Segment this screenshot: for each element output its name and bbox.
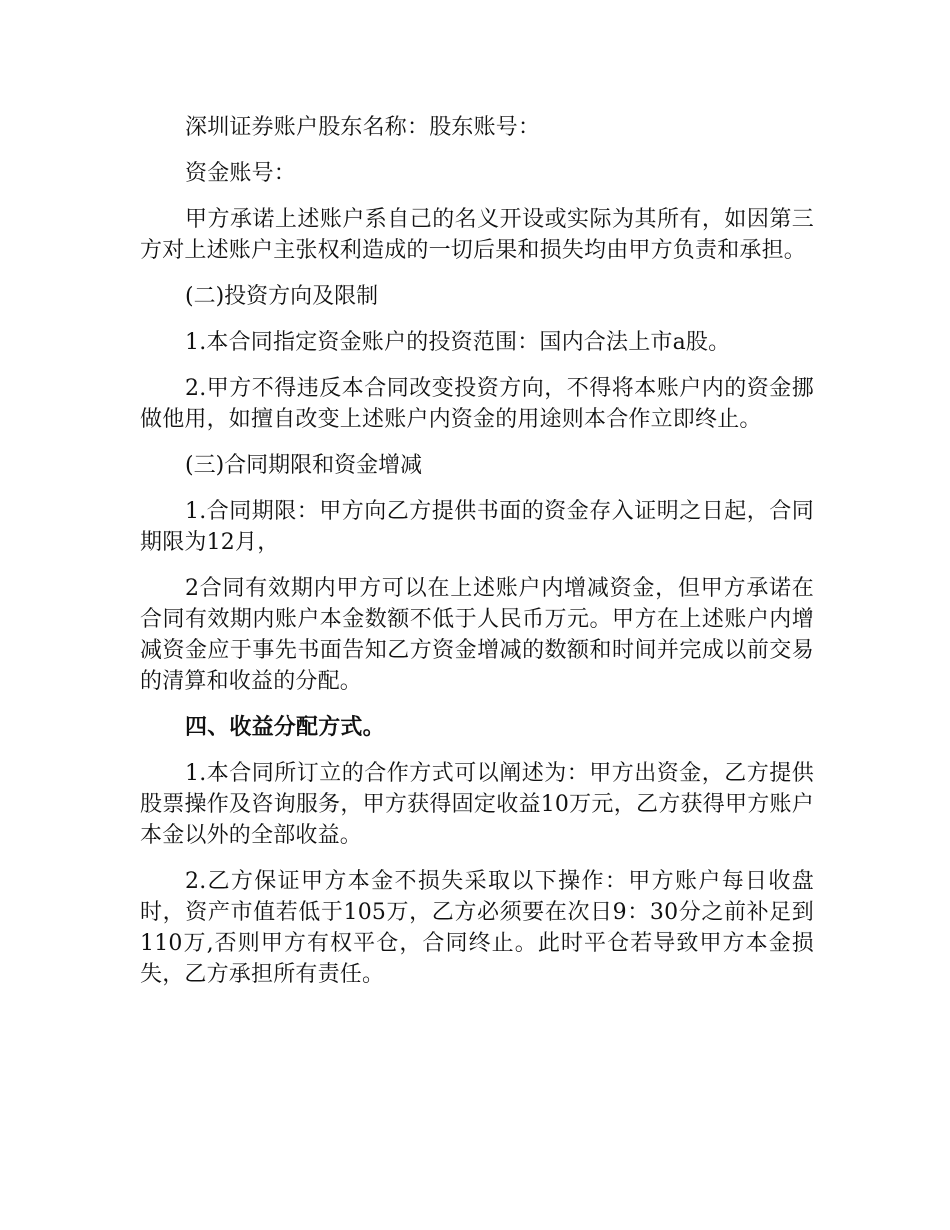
paragraph-contract-period: 1.合同期限：甲方向乙方提供书面的资金存入证明之日起，合同期限为12月， [140,499,814,555]
section-contract-term: (三)合同期限和资金增减 [185,453,423,478]
paragraph-investment-restriction: 2.甲方不得违反本合同改变投资方向，不得将本账户内的资金挪做他用，如擅自改变上述账户内资金的用途则本合作立即终止。 [140,376,814,432]
section-income-distribution: 四、收益分配方式。 [185,714,385,740]
paragraph-investment-scope: 1.本合同指定资金账户的投资范围：国内合法上市a股。 [185,330,731,355]
paragraph-fund-account: 资金账号： [185,161,297,186]
paragraph-cooperation-method: 1.本合同所订立的合作方式可以阐述为：甲方出资金，乙方提供股票操作及咨询服务，甲方获得固定收益10万元，乙方获得甲方账户本金以外的全部收益。 [140,761,814,848]
paragraph-fund-adjustment: 2合同有效期内甲方可以在上述账户内增减资金，但甲方承诺在合同有效期内账户本金数额不低于人民币万元。甲方在上述账户内增减资金应于事先书面告知乙方资金增减的数额和时间并完成以前交易的清算和收益的分配。 [140,576,814,694]
paragraph-shareholder-name: 深圳证券账户股东名称：股东账号： [185,115,541,140]
paragraph-principal-protection: 2.乙方保证甲方本金不损失采取以下操作：甲方账户每日收盘时，资产市值若低于105万，乙方必须要在次日9：30分之前补足到110万,否则甲方有权平仓，合同终止。此时平仓若导致甲方本金损失，乙方承担所有责任。 [140,869,814,987]
paragraph-party-a-commitment: 甲方承诺上述账户系自己的名义开设或实际为其所有，如因第三方对上述账户主张权利造成的一切后果和损失均由甲方负责和承担。 [140,207,814,263]
section-investment-direction: (二)投资方向及限制 [185,284,379,309]
